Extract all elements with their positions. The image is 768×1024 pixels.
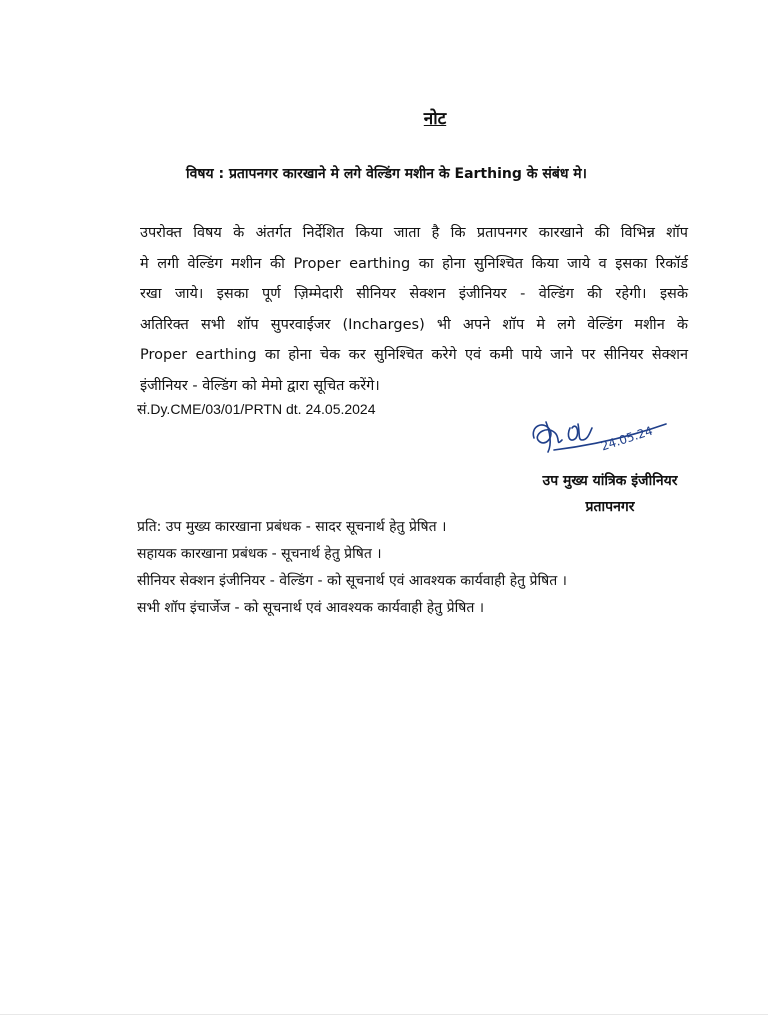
location: प्रतापनगर	[585, 499, 635, 515]
copy-item: प्रति: उप मुख्य कारखाना प्रबंधक - सादर सूचनार्थ हेतु प्रेषित ।	[137, 519, 447, 535]
page-edge	[0, 1014, 768, 1015]
copy-list	[137, 514, 697, 622]
body-line: उपरोक्त विषय के अंतर्गत निर्देशित किया जाता है कि प्रतापनगर कारखाने की विभिन्न शॉप	[140, 225, 688, 241]
body-paragraph	[140, 218, 688, 401]
subject-line: विषय : प्रतापनगर कारखाने मे लगे वेल्डिंग मशीन के Earthing के संबंध मे।	[186, 166, 587, 182]
copy-item: सीनियर सेक्शन इंजीनियर - वेल्डिंग - को सूचनार्थ एवं आवश्यक कार्यवाही हेतु प्रेषित ।	[137, 573, 567, 589]
note-title: नोट	[423, 109, 447, 129]
designation: उप मुख्य यांत्रिक इंजीनियर	[542, 473, 678, 489]
handwritten-signature	[526, 410, 676, 460]
body-line: Proper earthing का होना चेक कर सुनिश्चित करेगे एवं कमी पाये जाने पर सीनियर सेक्शन	[140, 347, 688, 363]
body-line: अतिरिक्त सभी शॉप सुपरवाईजर (Incharges) भी अपने शॉप मे लगे वेल्डिंग मशीन के	[140, 316, 688, 333]
signatory-block	[500, 468, 680, 520]
reference-number: सं.Dy.CME/03/01/PRTN dt. 24.05.2024	[137, 401, 376, 417]
body-line: रखा जाये। इसका पूर्ण ज़िम्मेदारी सीनियर सेक्शन इंजीनियर - वेल्डिंग की रहेगी। इसके	[140, 286, 688, 302]
copy-item: सभी शॉप इंचार्जेज - को सूचनार्थ एवं आवश्यक कार्यवाही हेतु प्रेषित ।	[137, 600, 485, 616]
signature-date: 24.05.24	[599, 423, 655, 454]
body-line: मे लगी वेल्डिंग मशीन की Proper earthing का होना सुनिश्चित किया जाये व इसका रिकॉर्ड	[140, 255, 688, 272]
copy-item: सहायक कारखाना प्रबंधक - सूचनार्थ हेतु प्रेषित ।	[137, 546, 382, 562]
body-line: इंजीनियर - वेल्डिंग को मेमो द्वारा सूचित करेंगे।	[140, 377, 380, 394]
